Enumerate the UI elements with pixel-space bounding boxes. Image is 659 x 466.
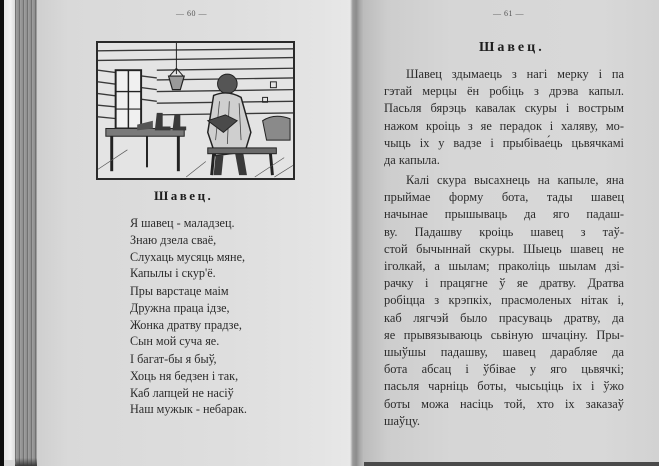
page-number-right: — 61 — bbox=[493, 9, 524, 18]
prose-title: Шавец. bbox=[479, 40, 545, 55]
poem-line: І багат-бы я быў, bbox=[130, 352, 217, 366]
prose-line: рачку і працягне ў яе дратву. Дратва bbox=[384, 276, 624, 291]
poem-line: Капылы і скур'ё. bbox=[130, 266, 216, 281]
poem-line: Каб лапцей не насіў bbox=[130, 385, 234, 400]
prose-line: гэтай мерцы ён робіць з дрэва капыл. bbox=[384, 84, 624, 99]
page-edge-highlight bbox=[4, 0, 15, 460]
poem-line: Сын мой суча яе. bbox=[130, 334, 220, 349]
prose-line: боты можа насіць той, хто іх заказаў bbox=[384, 396, 624, 411]
poem-line: Пры варстаце маім bbox=[130, 284, 229, 298]
page-stack-edge bbox=[15, 0, 37, 466]
poem-line: Наш мужык - небарак. bbox=[130, 402, 247, 417]
prose-paragraph-2 bbox=[384, 172, 624, 430]
prose-line: Пасьля бярэць кавалак скуры і вострым bbox=[384, 101, 624, 116]
poem-line: Жонка дратву прадзе, bbox=[130, 317, 242, 332]
prose-line: да капыла. bbox=[384, 153, 440, 168]
poem-line: Знаю дзела сваё, bbox=[130, 232, 217, 247]
book-gutter bbox=[350, 0, 364, 466]
shoemaker-woodcut-icon bbox=[98, 43, 293, 178]
prose-line: стой бычыннай скуры. Шыець шавец не bbox=[384, 241, 624, 256]
prose-line: шыўшы падашву, шавец дарабляе да bbox=[384, 345, 624, 360]
prose-line: робіцца з крэпкіх, прасмоленых нітак і, bbox=[384, 293, 624, 308]
poem-stanza-3 bbox=[130, 351, 247, 418]
prose-line: ву. Падашву кроіць шавец з таў- bbox=[384, 224, 624, 239]
prose-line: начынае прышываць да яго падаш- bbox=[384, 207, 624, 222]
prose-line: шаўцу. bbox=[384, 413, 420, 428]
poem-stanza-2 bbox=[130, 283, 242, 350]
shoemaker-illustration bbox=[96, 41, 295, 180]
poem-title: Шавец. bbox=[154, 188, 214, 203]
prose-line: прыймае форму бота, тады шавец bbox=[384, 190, 624, 205]
page-number-left: — 60 — bbox=[176, 9, 207, 18]
poem-line: Я шавец - маладзец. bbox=[130, 216, 235, 230]
poem-line: Хоць ня бедзен і так, bbox=[130, 368, 239, 383]
poem-line: Слухаць мусяць мяне, bbox=[130, 249, 246, 264]
prose-line: Шавец здымаець з нагі мерку і па bbox=[406, 67, 624, 81]
prose-line: нажом кроіць з яе перадок і халяву, мо- bbox=[384, 118, 624, 133]
prose-line: яе прывязываюць сьвіную шчаціну. Пры- bbox=[384, 327, 624, 342]
prose-line: іголкай, а шылам; праколіць шылам дзі- bbox=[384, 259, 624, 274]
prose-line: пасьля чарніць боты, чысьціць іх і ўжо bbox=[384, 379, 624, 394]
prose-line: каб лягчэй было прасуваць дратву, да bbox=[384, 310, 624, 325]
poem-line: Дружна праца ідзе, bbox=[130, 300, 230, 315]
prose-line: бота абсац і ўбівае у яго цьвячкі; bbox=[384, 362, 624, 377]
prose-line: Калі скура высахнець на капыле, яна bbox=[406, 173, 624, 187]
prose-line: чыць іх у вадзе і прыбівае́ць цьвячкамі bbox=[384, 135, 624, 150]
poem-stanza-1 bbox=[130, 215, 245, 282]
prose-paragraph-1 bbox=[384, 66, 624, 169]
